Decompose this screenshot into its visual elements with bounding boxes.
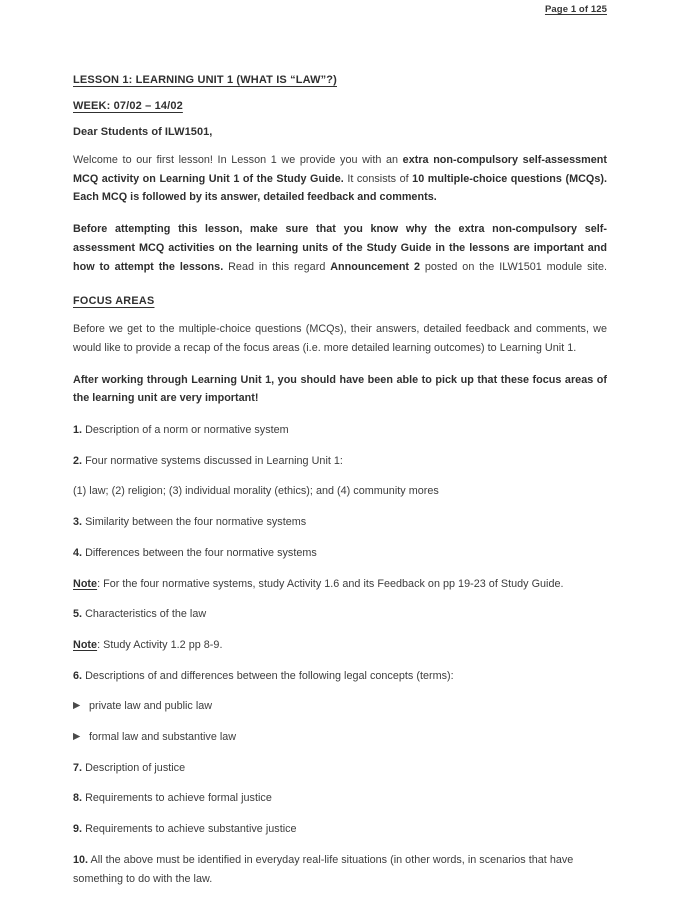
- page-number-label: Page 1 of 125: [544, 4, 607, 15]
- focus-item-3-number: 3.: [73, 516, 83, 529]
- before-run-2: Read in this regard: [223, 260, 331, 273]
- focus-item-9: [73, 820, 607, 839]
- triangle-bullet-icon: ▶: [73, 731, 81, 743]
- focus-item-3: [73, 513, 607, 532]
- focus-areas-heading-text: FOCUS AREAS: [73, 295, 155, 308]
- week-heading-text: WEEK: 07/02 – 14/02: [73, 100, 183, 112]
- page-header: [73, 4, 607, 15]
- focus-item-10-text: All the above must be identified in everyday real-life situations (in other words, in scenarios that have something to do with the law.: [73, 853, 574, 885]
- note-2-text: : Study Activity 1.2 pp 8-9.: [97, 638, 223, 651]
- focus-item-5-text: Characteristics of the law: [82, 608, 207, 621]
- bullet-item-formal-substantive-law: [73, 728, 607, 747]
- focus-areas-heading: [73, 295, 607, 307]
- focus-item-4: [73, 544, 607, 563]
- focus-item-7: [73, 759, 607, 778]
- focus-item-4-number: 4.: [73, 546, 83, 559]
- focus-item-2: [73, 452, 607, 471]
- before-run-3-bold: Announcement 2: [330, 260, 420, 273]
- note-1-label: Note: [73, 577, 98, 590]
- focus-item-7-number: 7.: [73, 761, 83, 774]
- focus-item-8-number: 8.: [73, 792, 83, 805]
- focus-item-1-text: Description of a norm or normative system: [82, 424, 289, 437]
- focus-intro-paragraph: Before we get to the multiple-choice questions (MCQs), their answers, detailed feedback and comments, we would like to provide a recap of the focus areas (i.e. more detailed learning outcomes) to Learning Unit 1.: [73, 323, 607, 354]
- before-run-4: posted on the ILW1501 module site.: [419, 260, 607, 273]
- week-heading: [73, 100, 607, 112]
- focus-item-2-sublist: [73, 482, 607, 501]
- focus-item-4-text: Differences between the four normative systems: [82, 546, 317, 559]
- focus-item-5-number: 5.: [73, 608, 83, 621]
- focus-item-1: [73, 421, 607, 440]
- intro-paragraph: [73, 151, 607, 207]
- intro-run-4-bold: 10 multiple-choice questions (MCQs). Each MCQ is followed by its answer, detailed feedback and comments.: [73, 172, 608, 204]
- focus-item-6-text: Descriptions of and differences between the following legal concepts (terms):: [82, 669, 454, 682]
- focus-item-1-number: 1.: [73, 424, 83, 437]
- focus-item-2-text: Four normative systems discussed in Learning Unit 1:: [82, 454, 343, 467]
- focus-item-6: [73, 667, 607, 686]
- note-1-text: : For the four normative systems, study Activity 1.6 and its Feedback on pp 19-23 of Study Guide.: [97, 577, 564, 590]
- focus-item-2-number: 2.: [73, 454, 83, 467]
- intro-run-1: Welcome to our first lesson! In Lesson 1 we provide you with an: [73, 154, 403, 166]
- focus-item-3-text: Similarity between the four normative systems: [82, 516, 307, 529]
- focus-item-7-text: Description of justice: [82, 761, 186, 774]
- focus-bold-paragraph: After working through Learning Unit 1, you should have been able to pick up that these focus areas of the learning unit are very important!: [73, 373, 607, 405]
- salutation: Dear Students of ILW1501,: [73, 126, 213, 138]
- bullet-item-formal-substantive-law-text: formal law and substantive law: [89, 731, 237, 744]
- document-content: [73, 74, 607, 900]
- intro-run-2-bold: extra non-compulsory self-assessment MCQ activity on Learning Unit 1 of the Study Guide.: [73, 154, 607, 185]
- focus-item-5: [73, 605, 607, 624]
- bullet-item-private-public-law: [73, 697, 607, 716]
- focus-item-8-text: Requirements to achieve formal justice: [82, 792, 272, 805]
- lesson-heading-text: LESSON 1: LEARNING UNIT 1 (WHAT IS “LAW”?): [73, 74, 337, 86]
- focus-item-2-sublist-text: (1) law; (2) religion; (3) individual morality (ethics); and (4) community mores: [73, 485, 439, 498]
- focus-item-9-text: Requirements to achieve substantive justice: [82, 823, 297, 836]
- focus-item-8: [73, 789, 607, 808]
- intro-run-3: It consists of: [343, 172, 413, 185]
- lesson-heading: [73, 74, 607, 86]
- note-2-label: Note: [73, 638, 98, 651]
- note-2: [73, 636, 607, 655]
- before-attempting-paragraph: [73, 220, 607, 276]
- triangle-bullet-icon: ▶: [73, 700, 81, 712]
- note-1: [73, 575, 607, 594]
- bullet-item-private-public-law-text: private law and public law: [89, 700, 213, 713]
- focus-item-9-number: 9.: [73, 823, 83, 836]
- before-run-1-bold: Before attempting this lesson, make sure that you know why the extra non-compulsory self-assessment MCQ activities on the learning units of the Study Guide in the lessons are important and how to attempt the lessons.: [73, 223, 607, 273]
- focus-item-10-number: 10.: [73, 853, 89, 866]
- focus-item-6-number: 6.: [73, 669, 83, 682]
- focus-item-10: [73, 851, 607, 888]
